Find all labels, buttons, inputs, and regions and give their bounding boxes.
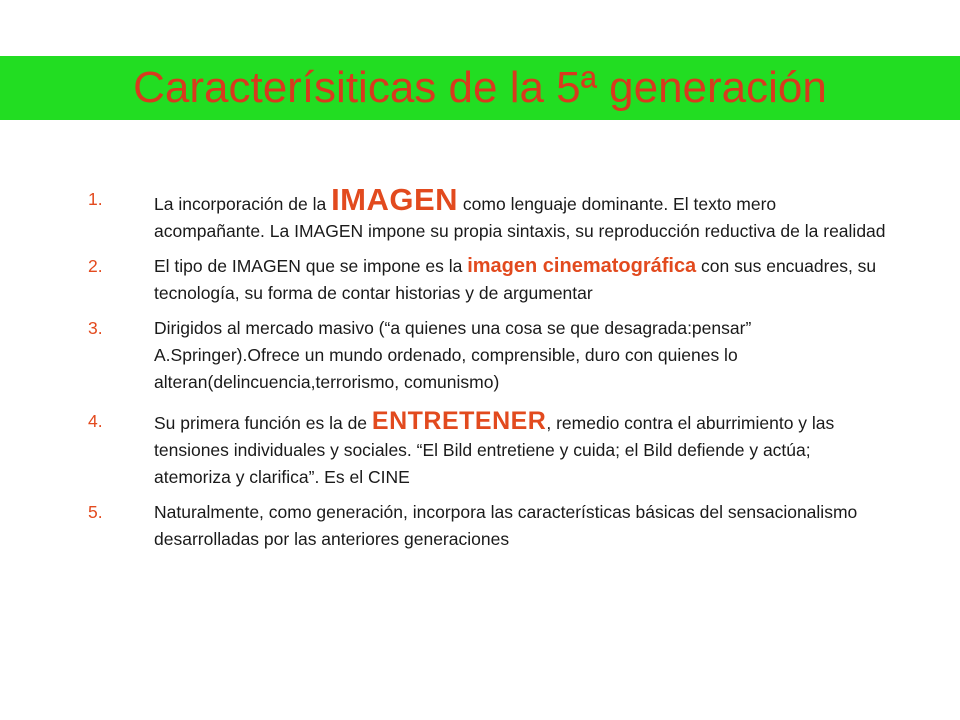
characteristics-list (88, 182, 888, 553)
item-highlight: imagen cinematográfica (467, 255, 697, 277)
item-text-before: El tipo de IMAGEN que se impone es la (154, 256, 468, 276)
item-text: Naturalmente, como generación, incorpora las características básicas del sensacionalismo desarrolladas por las anteriores generaciones (154, 502, 858, 549)
list-item (88, 182, 888, 245)
item-text-after: , remedio contra el aburrimiento y las tensiones individuales y sociales. “El Bild entretiene y cuida; el Bild defiende y actúa; atemoriza y clarifica”. Es el CINE (154, 413, 835, 487)
item-number: 3. (88, 318, 103, 338)
slide-title: Caracterísiticas de la 5ª generación (133, 63, 827, 112)
list-item (88, 253, 888, 307)
item-text-after: con sus encuadres, su tecnología, su forma de contar historias y de argumentar (154, 256, 877, 303)
item-text: Dirigidos al mercado masivo (“a quienes una cosa se que desagrada:pensar” A.Springer).Ofrece un mundo ordenado, comprensible, duro con quienes lo alteran(delincuencia,terrorismo, comunismo) (154, 318, 752, 392)
item-number: 5. (88, 502, 103, 522)
item-number: 4. (88, 411, 103, 431)
item-number: 2. (88, 256, 103, 276)
item-text-before: Su primera función es la de (154, 413, 372, 433)
item-highlight: IMAGEN (331, 182, 459, 217)
list-item (88, 408, 888, 491)
item-text-before: La incorporación de la (154, 194, 332, 214)
item-text-after: como lenguaje dominante. El texto mero acompañante. La IMAGEN impone su propia sintaxis, su reproducción reductiva de la realidad (154, 194, 886, 241)
item-number: 1. (88, 189, 103, 209)
list-item (88, 499, 888, 553)
list-item (88, 315, 888, 396)
item-highlight: ENTRETENER (371, 407, 547, 435)
